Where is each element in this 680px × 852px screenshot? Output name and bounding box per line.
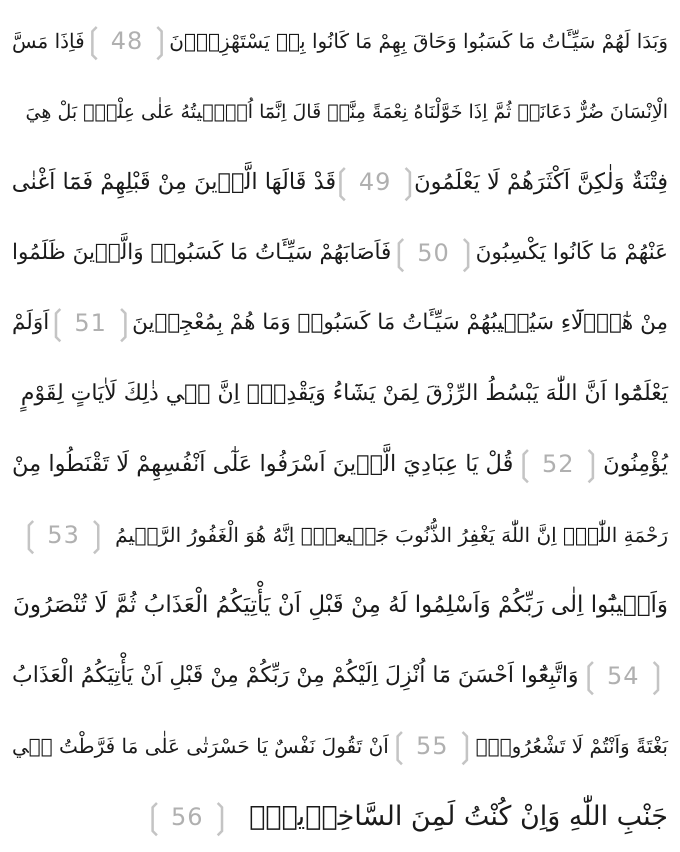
- verse-text: اَوَلَمْ: [12, 310, 50, 336]
- verse-text: رَحْمَةِ اللّٰهِۜ اِنَّ اللّٰهَ يَغْفِرُ الذُّنُوبَ جَمٖيعاًۜ اِنَّهُ هُوَ الْغَفُورُ الرَّحٖيمُ: [115, 522, 668, 547]
- ornament-left-icon: ❲: [79, 21, 108, 62]
- ayah-number-marker: [575, 655, 672, 696]
- text-line: [12, 77, 668, 148]
- ornament-left-icon: ❲: [510, 444, 539, 485]
- ayah-number: 53: [47, 520, 80, 549]
- ayah-number: 49: [358, 168, 392, 197]
- ayah-number-marker: [12, 515, 115, 555]
- ayah-number: 50: [417, 238, 450, 267]
- ayah-number: 48: [110, 27, 144, 56]
- ornament-left-icon: ❲: [139, 796, 169, 837]
- verse-text: يُؤْمِنُونَ: [603, 451, 668, 478]
- ornament-left-icon: ❲: [42, 303, 72, 344]
- text-line: [12, 641, 672, 712]
- ornament-right-icon: ❳: [452, 232, 482, 273]
- text-line: [12, 782, 668, 852]
- ayah-number-marker: [79, 21, 175, 62]
- ornament-left-icon: ❲: [384, 726, 413, 767]
- ayah-number-marker: [384, 726, 481, 767]
- verse-text: يَعْلَمُٓوا اَنَّ اللّٰهَ يَبْسُطُ الرِّزْقَ لِمَنْ يَشَٓاءُ وَيَقْدِرُۜ اِنَّ فٖي ذٰلِكَ لَاٰيَاتٍ لِقَوْمٍ: [20, 380, 668, 406]
- ayah-number: 52: [541, 450, 575, 479]
- ornament-left-icon: ❲: [327, 162, 356, 203]
- verse-text: وَاَنٖيبُٓوا اِلٰى رَبِّكُمْ وَاَسْلِمُوا لَهُ مِنْ قَبْلِ اَنْ يَأْتِيَكُمُ الْعَذَابُ ثُمَّ لَا تُنْصَرُونَ: [13, 592, 668, 619]
- ornament-right-icon: ❳: [206, 796, 236, 837]
- verse-text: وَبَدَا لَهُمْ سَيِّـَٔاتُ مَا كَسَبُوا وَحَاقَ بِهِمْ مَا كَانُوا بِهٖ يَسْتَهْزِؤُ۫نَ: [169, 29, 668, 54]
- verse-text: وَاتَّبِعُٓوا اَحْسَنَ مَٓا اُنْزِلَ اِلَيْكُمْ مِنْ رَبِّكُمْ مِنْ قَبْلِ اَنْ يَأْتِيَكُمُ الْعَذَابُ: [12, 662, 579, 688]
- verse-text: الْاِنْسَانَ ضُرٌّ دَعَانَاۘ ثُمَّ اِذَا خَوَّلْنَاهُ نِعْمَةً مِنَّاۙ قَالَ اِنَّمَٓا اُو۫تٖيتُهُ عَلٰى عِلْمٍۜ بَلْ هِيَ: [25, 100, 668, 123]
- text-line: [12, 711, 668, 782]
- ornament-left-icon: ❲: [575, 655, 605, 696]
- ayah-number: 56: [171, 802, 204, 831]
- ornament-left-icon: ❲: [385, 232, 415, 273]
- ayah-number: 54: [607, 661, 640, 690]
- text-line: [12, 429, 668, 500]
- ayah-number-marker: [42, 303, 139, 344]
- verse-text: اَنْ تَقُولَ نَفْسٌ يَا حَسْرَتٰى عَلٰى مَا فَرَّطْتُ فٖي: [12, 734, 389, 759]
- text-line: [12, 288, 668, 359]
- verse-text: مِنْ هٰٓؤُ۬لَٓاءِ سَيُصٖيبُهُمْ سَيِّـَٔاتُ مَا كَسَبُواۙ وَمَا هُمْ بِمُعْجِزٖينَ: [132, 310, 668, 336]
- verse-text: فَاَصَابَهُمْ سَيِّـَٔاتُ مَا كَسَبُواۜ وَالَّذٖينَ ظَلَمُوا: [12, 239, 392, 265]
- verse-text: بَغْتَةً وَاَنْتُمْ لَا تَشْعُرُونَۙ: [475, 734, 668, 759]
- ayah-number-marker: [385, 232, 482, 273]
- verse-text: فَاِذَا مَسَّ: [12, 29, 85, 54]
- verse-text: فِتْنَةٌ وَلٰكِنَّ اَكْثَرَهُمْ لَا يَعْلَمُونَ: [414, 169, 668, 196]
- text-line: [12, 147, 668, 218]
- ayah-number-marker: [327, 162, 423, 203]
- verse-text: قُلْ يَا عِبَادِيَ الَّذٖينَ اَسْرَفُوا عَلٰٓى اَنْفُسِهِمْ لَا تَقْنَطُوا مِنْ: [12, 451, 514, 478]
- text-line: [12, 218, 668, 289]
- ornament-right-icon: ❳: [82, 514, 112, 555]
- ornament-right-icon: ❳: [642, 655, 672, 696]
- ornament-right-icon: ❳: [394, 162, 423, 203]
- ornament-right-icon: ❳: [451, 726, 481, 767]
- text-line: [12, 570, 668, 641]
- verse-text: عَنْهُمْ مَا كَانُوا يَكْسِبُونَ: [475, 239, 668, 265]
- text-line: [12, 500, 668, 571]
- ayah-number-marker: [136, 797, 240, 837]
- ayah-number-marker: [510, 444, 607, 485]
- ornament-left-icon: ❲: [15, 514, 45, 555]
- ornament-right-icon: ❳: [577, 444, 607, 485]
- text-line: [12, 6, 668, 77]
- verse-lines: [11, 6, 672, 852]
- ayah-number: 51: [74, 309, 107, 338]
- verse-text: قَدْ قَالَهَا الَّذٖينَ مِنْ قَبْلِهِمْ فَمَٓا اَغْنٰى: [11, 169, 337, 196]
- ornament-right-icon: ❳: [146, 21, 175, 62]
- text-line: [12, 359, 668, 430]
- ayah-number: 55: [415, 732, 449, 761]
- verse-text: جَنْبِ اللّٰهِ وَاِنْ كُنْتُ لَمِنَ السَّاخِرٖينَۙ: [249, 800, 668, 832]
- ornament-right-icon: ❳: [109, 303, 139, 344]
